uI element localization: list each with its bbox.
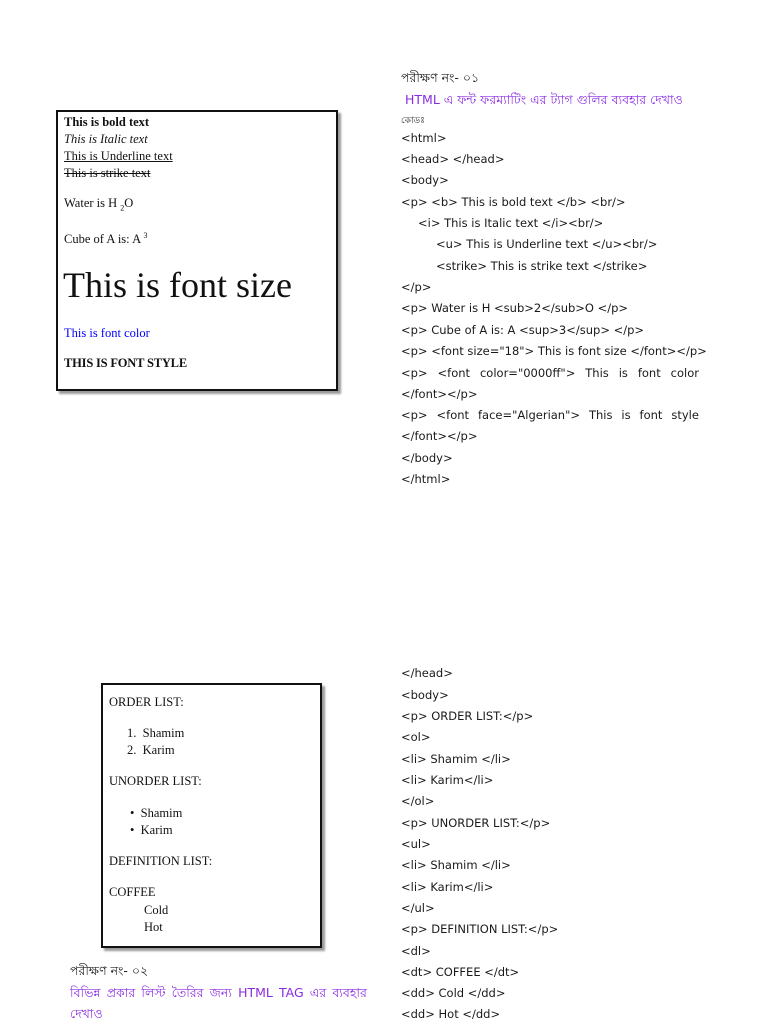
code-line: <p> UNORDER LIST:</p> [401,816,551,830]
code-line: <p> <b> This is bold text </b> <br/> [401,195,626,209]
code-word: This [588,408,613,422]
code-word: style [671,408,699,422]
code-line: <u> This is Underline text </u><br/> [436,237,658,251]
water-suffix: O [124,196,134,210]
code-line: <dd> Hot </dd> [401,1007,501,1021]
code-line: </head> [401,666,453,680]
code-line: <p> DEFINITION LIST:</p> [401,922,559,936]
water-prefix: Water is H [64,196,121,210]
code-line: <dl> [401,944,431,958]
underline-text: This is Underline text [64,149,173,163]
unordered-item-label: Shamim [140,806,183,820]
code-word: is [621,408,631,422]
code-line: <head> </head> [401,152,505,166]
bold-text: This is bold text [64,115,150,129]
title-word: তৈরির [171,985,204,1000]
title-word: বিভিন্ন [70,985,101,1000]
experiment-1-heading: পরীক্ষণ নং- ০১ [401,70,480,85]
experiment-2-title-line2: দেখাও [70,1006,103,1021]
code-word: is [618,366,628,380]
code-line: <dd> Cold </dd> [401,986,506,1000]
code-line: <p> ORDER LIST:</p> [401,709,534,723]
water-formula [64,196,133,213]
cube-prefix: Cube of A is: A [64,232,144,247]
title-word: HTML [238,985,273,1000]
code-word: font [639,408,663,422]
code-line: <body> [401,688,449,702]
strike-text: This is strike text [64,166,151,180]
ordered-item [127,726,184,741]
title-word: ব্যবহার [332,985,367,1000]
ordered-item [127,743,175,758]
font-size-text: This is font size [63,265,292,305]
code-line: <li> Shamim </li> [401,752,511,766]
ordered-item-number: 1. [127,726,137,740]
italic-text: This is Italic text [64,132,148,146]
definition-description: Cold [144,903,169,917]
code-line: <p> <font size="18"> This is font size </font></p> [401,344,707,358]
code-line-font-face [401,408,699,422]
experiment-1-title: HTML এ ফন্ট ফরম্যাটিং এর ট্যাগ গুলির ব্যবহার দেখাও [405,92,683,107]
bullet-icon: • [130,806,135,820]
title-word: লিস্ট [141,985,166,1000]
title-word: TAG [278,985,304,1000]
code-word: <p> [401,366,428,380]
code-line: <dt> COFFEE </dt> [401,965,520,979]
font-style-text: THIS IS FONT STYLE [64,356,187,370]
unorder-list-label: UNORDER LIST: [109,774,202,788]
font-formatting-output-box [56,110,338,391]
definition-list-label: DEFINITION LIST: [109,854,213,868]
unordered-item [130,823,173,838]
code-line: <li> Shamim </li> [401,858,511,872]
cube-formula [64,231,148,247]
ordered-item-label: Shamim [142,726,185,740]
code-word: color="0000ff"> [479,366,576,380]
unordered-item-label: Karim [140,823,173,837]
cube-superscript: 3 [143,231,148,240]
code-line: </font></p> [401,387,478,401]
bullet-icon: • [130,823,135,837]
code-line: <ol> [401,730,431,744]
font-color-text: This is font color [64,326,150,340]
definition-description: Hot [144,920,163,934]
ordered-item-label: Karim [142,743,175,757]
code-line: </ul> [401,901,435,915]
code-line: </font></p> [401,429,478,443]
experiment-2-heading: পরীক্ষণ নং- ০২ [70,963,149,978]
title-word: জন্য [209,985,232,1000]
code-line: </ol> [401,794,435,808]
code-line: </p> [401,280,432,294]
code-line: <li> Karim</li> [401,880,494,894]
code-line: <i> This is Italic text </i><br/> [418,216,604,230]
code-label: কোডঃ [401,116,425,126]
code-line: <ul> [401,837,431,851]
code-line: <body> [401,173,449,187]
definition-term: COFFEE [109,885,156,899]
code-line: <strike> This is strike text </strike> [436,259,648,273]
code-line: <html> [401,131,447,145]
title-word: প্রকার [106,985,136,1000]
code-word: <font [437,366,471,380]
code-line: <p> Water is H <sub>2</sub>O </p> [401,301,629,315]
ordered-item-number: 2. [127,743,137,757]
list-output-box [101,683,322,948]
code-word: face="Algerian"> [477,408,581,422]
water-subscript: 2 [120,203,125,213]
code-word: font [637,366,661,380]
code-line: <li> Karim</li> [401,773,494,787]
order-list-label: ORDER LIST: [109,695,184,709]
code-word: color [670,366,699,380]
code-word: <font [436,408,470,422]
code-word: This [585,366,609,380]
unordered-item [130,806,182,821]
code-line: </html> [401,472,451,486]
code-line: <p> Cube of A is: A <sup>3</sup> </p> [401,323,645,337]
code-line: </body> [401,451,453,465]
experiment-2-title [70,985,367,1005]
title-word: এর [309,985,327,1000]
code-word: <p> [401,408,428,422]
code-line-font-color [401,366,699,380]
